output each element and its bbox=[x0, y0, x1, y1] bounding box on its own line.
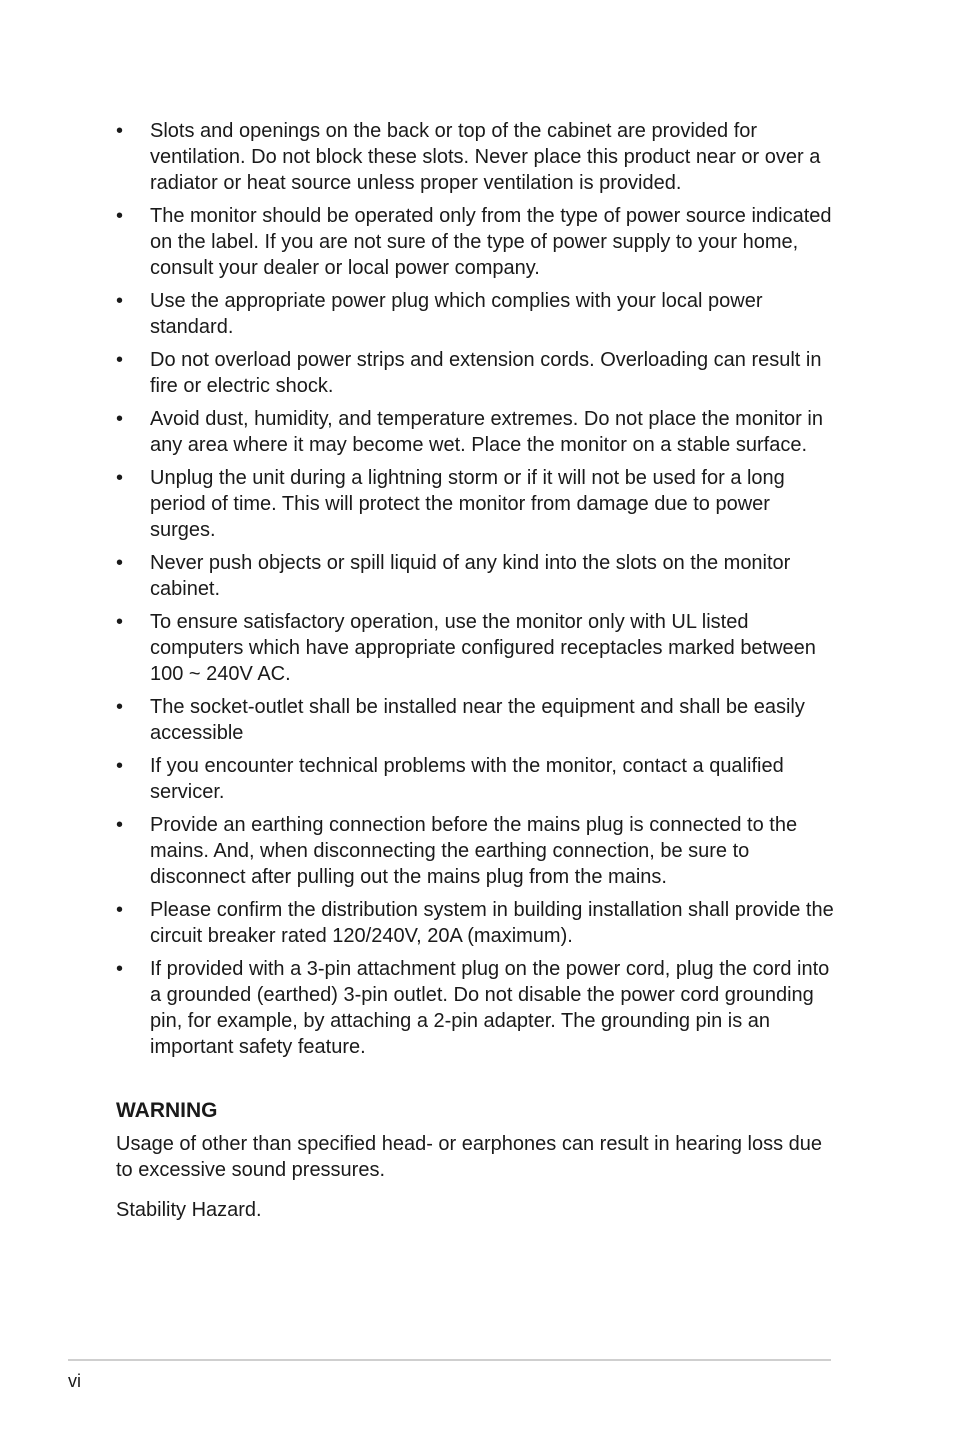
bullet-icon: • bbox=[116, 958, 124, 980]
bullet-icon: • bbox=[116, 349, 124, 371]
list-item bbox=[116, 347, 836, 399]
bullet-icon: • bbox=[116, 755, 124, 777]
list-item-text: Do not overload power strips and extension cords. Overloading can result in fire or electric shock. bbox=[150, 349, 822, 397]
list-item bbox=[116, 609, 836, 687]
list-item-text: To ensure satisfactory operation, use the monitor only with UL listed computers which have appropriate configured receptacles marked between 100 ~ 240V AC. bbox=[150, 611, 816, 685]
list-item bbox=[116, 288, 836, 340]
list-item-text: Unplug the unit during a lightning storm or if it will not be used for a long period of time. This will protect the monitor from damage due to power surges. bbox=[150, 467, 785, 541]
bullet-icon: • bbox=[116, 611, 124, 633]
bullet-icon: • bbox=[116, 120, 124, 142]
list-item bbox=[116, 694, 836, 746]
bullet-icon: • bbox=[116, 696, 124, 718]
bullet-icon: • bbox=[116, 814, 124, 836]
bullet-icon: • bbox=[116, 408, 124, 430]
list-item bbox=[116, 897, 836, 949]
list-item-text: Avoid dust, humidity, and temperature extremes. Do not place the monitor in any area where it may become wet. Place the monitor on a stable surface. bbox=[150, 408, 823, 456]
list-item bbox=[116, 406, 836, 458]
footer-divider bbox=[68, 1359, 831, 1361]
list-item bbox=[116, 118, 836, 196]
page-number: vi bbox=[68, 1371, 81, 1391]
list-item bbox=[116, 956, 836, 1060]
list-item bbox=[116, 550, 836, 602]
list-item-text: If provided with a 3-pin attachment plug on the power cord, plug the cord into a grounded (earthed) 3-pin outlet. Do not disable the power cord grounding pin, for example, by attaching a 2-pin adapter. The grounding pin is an important safety feature. bbox=[150, 958, 830, 1058]
warning-paragraph: Usage of other than specified head- or earphones can result in hearing loss due to excessive sound pressures. bbox=[116, 1133, 823, 1181]
list-item-text: If you encounter technical problems with the monitor, contact a qualified servicer. bbox=[150, 755, 784, 803]
bullet-icon: • bbox=[116, 899, 124, 921]
bullet-icon: • bbox=[116, 467, 124, 489]
stability-hazard-text: Stability Hazard. bbox=[116, 1199, 262, 1221]
list-item bbox=[116, 465, 836, 543]
list-item-text: The monitor should be operated only from the type of power source indicated on the label. If you are not sure of the type of power supply to your home, consult your dealer or local power company. bbox=[150, 205, 832, 279]
bullet-icon: • bbox=[116, 290, 124, 312]
list-item-text: Use the appropriate power plug which complies with your local power standard. bbox=[150, 290, 763, 338]
list-item-text: Never push objects or spill liquid of any kind into the slots on the monitor cabinet. bbox=[150, 552, 791, 600]
list-item-text: Provide an earthing connection before the mains plug is connected to the mains. And, when disconnecting the earthing connection, be sure to disconnect after pulling out the mains plug from the mains. bbox=[150, 814, 798, 888]
list-item bbox=[116, 812, 836, 890]
bullet-icon: • bbox=[116, 552, 124, 574]
warning-heading: WARNING bbox=[116, 1099, 218, 1122]
warning-section bbox=[116, 1097, 836, 1237]
safety-instructions-list bbox=[116, 118, 836, 1067]
list-item-text: Please confirm the distribution system in building installation shall provide the circuit breaker rated 120/240V, 20A (maximum). bbox=[150, 899, 834, 947]
list-item bbox=[116, 203, 836, 281]
list-item bbox=[116, 753, 836, 805]
list-item-text: The socket-outlet shall be installed near the equipment and shall be easily accessible bbox=[150, 696, 805, 744]
list-item-text: Slots and openings on the back or top of the cabinet are provided for ventilation. Do not block these slots. Never place this product near or over a radiator or heat source unless proper ventilation is provided. bbox=[150, 120, 821, 194]
bullet-icon: • bbox=[116, 205, 124, 227]
